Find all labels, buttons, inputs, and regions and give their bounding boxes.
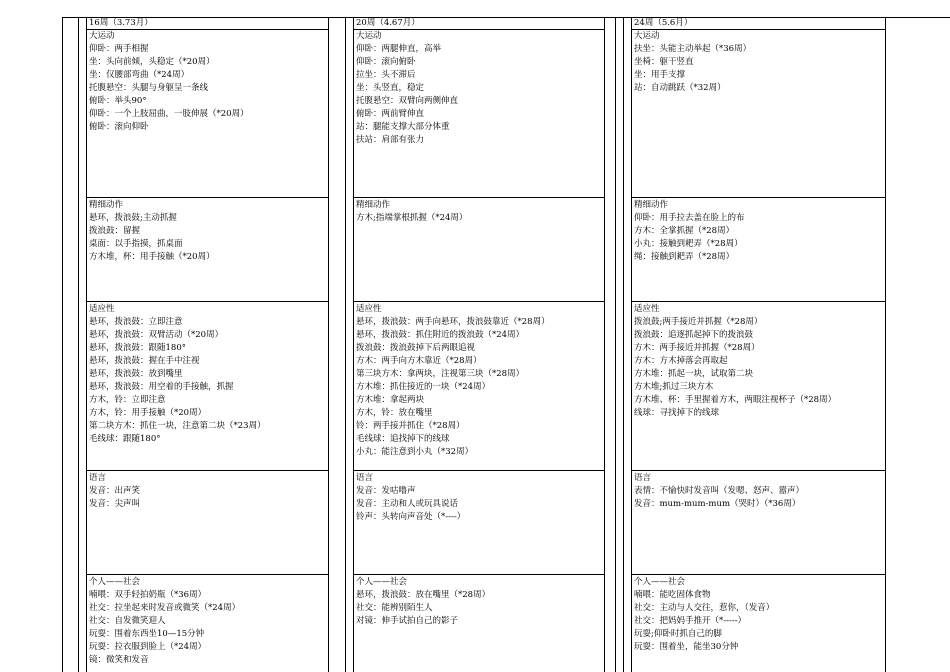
milestone-item: 绳：接触到耙弄（*28周） [634, 252, 735, 262]
milestone-item: 仰卧：用手拉去盖在脸上的布 [634, 213, 745, 223]
domain-section [634, 472, 804, 511]
section-rule [353, 301, 604, 302]
milestone-item: 社交：自发微笑迎人 [89, 616, 166, 626]
section-rule [86, 470, 328, 471]
section-title: 精细动作 [634, 200, 669, 210]
vline-4 [328, 17, 329, 672]
milestone-item: 坐：用手支撑 [634, 70, 686, 80]
section-rule [631, 301, 885, 302]
milestone-item: 仰卧：一个上肢屈曲，一肢伸展（*20周） [89, 109, 249, 119]
milestone-item: 悬环，拨浪鼓;主动抓握 [89, 213, 177, 223]
milestone-item: 仰卧：两腿伸直，高举 [356, 44, 442, 54]
section-title: 精细动作 [356, 200, 391, 210]
section-title: 个人——社会 [89, 577, 141, 587]
milestone-item: 站：腿能支撑大部分体重 [356, 122, 450, 132]
milestone-item: 社交：能辨别陌生人 [356, 603, 433, 613]
section-title: 语言 [89, 473, 107, 483]
milestone-item: 坐椅：躯干竖直 [634, 57, 694, 67]
milestone-item: 方木堆、杯：手里握着方木，两眼注视杯子（*28周） [634, 395, 837, 405]
domain-section [634, 576, 774, 654]
milestone-item: 镜：微笑和发音 [89, 655, 149, 665]
milestone-item: 方木堆：抓住接近的一块（*24周） [356, 382, 491, 392]
milestone-item: 方木堆：抓起一块，试取第二块 [634, 369, 754, 379]
milestone-item: 悬环，拨浪鼓：放到嘴里 [89, 369, 183, 379]
section-rule [353, 197, 604, 198]
milestone-item: 仰卧：滚向俯卧 [356, 57, 416, 67]
week-header: 20周（4.67月） [356, 18, 420, 28]
vline-11 [885, 17, 886, 672]
milestone-item: 线球：寻找掉下的线球 [634, 408, 720, 418]
milestone-item: 喃喂：双手轻拍奶瓶（*36周） [89, 590, 207, 600]
section-title: 大运动 [89, 31, 115, 41]
vline-2 [78, 17, 79, 672]
milestone-item: 悬环，拨浪鼓：双臂活动（*20周） [89, 330, 224, 340]
milestone-item: 坐：仅腰部弯曲（*24周） [89, 70, 190, 80]
section-title: 大运动 [634, 31, 660, 41]
milestone-item: 拨浪鼓：追逐抓起掉下的拨浪鼓 [634, 330, 754, 340]
milestone-item: 毛线球：跟随180° [89, 434, 161, 444]
section-title: 个人——社会 [356, 577, 408, 587]
section-title: 精细动作 [89, 200, 124, 210]
domain-section [356, 199, 467, 225]
milestone-item: 方木：方木掉落会再取起 [634, 356, 728, 366]
milestone-item: 方木;指端掌根抓握（*24周） [356, 213, 468, 223]
top-rule [62, 17, 950, 18]
vline-7 [604, 17, 605, 672]
milestone-item: 俯卧：两前臂伸直 [356, 109, 425, 119]
milestone-item: 第三块方木：拿两块，注视第三块（*28周） [356, 369, 525, 379]
section-title: 个人——社会 [634, 577, 686, 587]
milestone-item: 玩耍：围着东西坐10—15分钟 [89, 629, 205, 639]
week-header: 24周（5.6月） [634, 18, 693, 28]
section-rule [86, 301, 328, 302]
section-title: 适应性 [634, 304, 660, 314]
milestone-item: 方木，铃：用手接触（*20周） [89, 408, 207, 418]
milestone-item: 发音：mum-mum-mum（哭时）（*36周） [634, 499, 801, 509]
domain-section [356, 303, 550, 459]
section-rule [86, 197, 328, 198]
milestone-item: 托腹悬空：双臂向两侧伸直 [356, 96, 459, 106]
section-rule [631, 197, 885, 198]
domain-section [634, 303, 836, 420]
milestone-item: 小丸：能注意到小丸（*32周） [356, 447, 474, 457]
milestone-item: 方木：全掌抓握（*28周） [634, 226, 735, 236]
milestone-item: 俯卧：举头90° [89, 96, 147, 106]
milestone-item: 方木，铃：立即注意 [89, 395, 166, 405]
milestone-item: 发音：发咕噜声 [356, 486, 416, 496]
milestone-item: 悬环，拨浪鼓：握在手中注视 [89, 356, 200, 366]
milestone-item: 悬环，拨浪鼓：放在嘴里（*28周） [356, 590, 491, 600]
domain-section [634, 199, 745, 264]
milestone-item: 玩耍：围着坐，能坐30分钟 [634, 642, 739, 652]
domain-section [89, 472, 140, 511]
domain-section [356, 576, 490, 628]
milestone-item: 坐：头竖直，稳定 [356, 83, 425, 93]
milestone-item: 悬环，拨浪鼓：跟随180° [89, 343, 186, 353]
section-rule [353, 574, 604, 575]
milestone-item: 铃声：头转向声音处（*----） [356, 512, 466, 522]
milestone-item: 方木：两手向方木靠近（*28周） [356, 356, 482, 366]
milestone-item: 方木堆，杯：用手接触（*20周） [89, 252, 215, 262]
domain-section [89, 30, 249, 134]
milestone-item: 发音：主动和人或玩具说话 [356, 499, 459, 509]
milestone-item: 仰卧：两手相握 [89, 44, 149, 54]
milestone-item: 悬环，拨浪鼓：用空着的手接触，抓握 [89, 382, 234, 392]
section-rule [86, 574, 328, 575]
milestone-item: 扶坐：头能主动举起（*36周） [634, 44, 752, 54]
milestone-item: 悬环，拨浪鼓：两手向悬环，拨浪鼓靠近（*28周） [356, 317, 550, 327]
domain-section [356, 30, 458, 147]
milestone-item: 社交：把妈妈手推开（*-----） [634, 616, 747, 626]
milestone-item: 方木堆;抓过三块方木 [634, 382, 714, 392]
milestone-item: 喃喂：能吃固体食物 [634, 590, 711, 600]
milestone-item: 毛线球：追找掉下的线球 [356, 434, 450, 444]
milestone-item: 拨浪鼓：拨浪鼓掉下后两眼追视 [356, 343, 476, 353]
section-rule [631, 470, 885, 471]
milestone-item: 玩耍：拉衣服到脸上（*24周） [89, 642, 207, 652]
milestone-item: 方木，铃：放在嘴里 [356, 408, 433, 418]
milestone-item: 方木堆：拿起两块 [356, 395, 425, 405]
vline-9 [623, 17, 624, 672]
milestone-item: 悬环，拨浪鼓：抓住附近的拨浪鼓（*24周） [356, 330, 525, 340]
section-rule [353, 470, 604, 471]
milestone-item: 社交：拉坐起来时发音或微笑（*24周） [89, 603, 241, 613]
section-rule [631, 574, 885, 575]
section-title: 适应性 [356, 304, 382, 314]
section-title: 语言 [634, 473, 652, 483]
milestone-item: 发音：出声笑 [89, 486, 141, 496]
domain-section [89, 576, 240, 667]
milestone-item: 拉坐：头不滞后 [356, 70, 416, 80]
milestone-item: 方木：两手接近并抓握（*28周） [634, 343, 760, 353]
milestone-item: 扶站：肩部有张力 [356, 135, 425, 145]
domain-section [356, 472, 465, 524]
milestone-item: 俯卧：滚向仰卧 [89, 122, 149, 132]
milestone-item: 桌面：以手指摸，抓桌面 [89, 239, 183, 249]
week-header: 16周（3.73月） [89, 18, 153, 28]
milestone-item: 表情：不愉快时发音叫（发嗯、怒声、嚣声） [634, 486, 805, 496]
milestone-item: 悬环，拨浪鼓：立即注意 [89, 317, 183, 327]
section-title: 大运动 [356, 31, 382, 41]
milestone-item: 铃：两手接并抓住（*28周） [356, 421, 465, 431]
milestone-item: 站：自动跳跃（*32周） [634, 83, 726, 93]
milestone-item: 社交：主动与人交往，惹你，（发音） [634, 603, 775, 613]
milestone-item: 托腹悬空：头腿与身躯呈一条线 [89, 83, 209, 93]
milestone-item: 拨浪鼓;两手接近并抓握（*28周） [634, 317, 763, 327]
milestone-item: 对镜：伸手试拍自己的影子 [356, 616, 459, 626]
section-title: 适应性 [89, 304, 115, 314]
milestone-item: 拨浪鼓：留握 [89, 226, 141, 236]
domain-section [89, 303, 266, 446]
milestone-item: 第二块方木：抓住一块，注意第二块（*23周） [89, 421, 266, 431]
domain-section [89, 199, 215, 264]
milestone-item: 坐：头向前倾，头稳定（*20周） [89, 57, 215, 67]
vline-1 [62, 17, 63, 672]
vline-5 [345, 17, 346, 672]
section-title: 语言 [356, 473, 374, 483]
domain-section [634, 30, 751, 95]
milestone-item: 小丸：接触到耙弄（*28周） [634, 239, 743, 249]
milestone-item: 玩耍;仰卧时抓自己的脚 [634, 629, 722, 639]
milestone-item: 发音：尖声叫 [89, 499, 141, 509]
vline-8 [615, 17, 616, 672]
